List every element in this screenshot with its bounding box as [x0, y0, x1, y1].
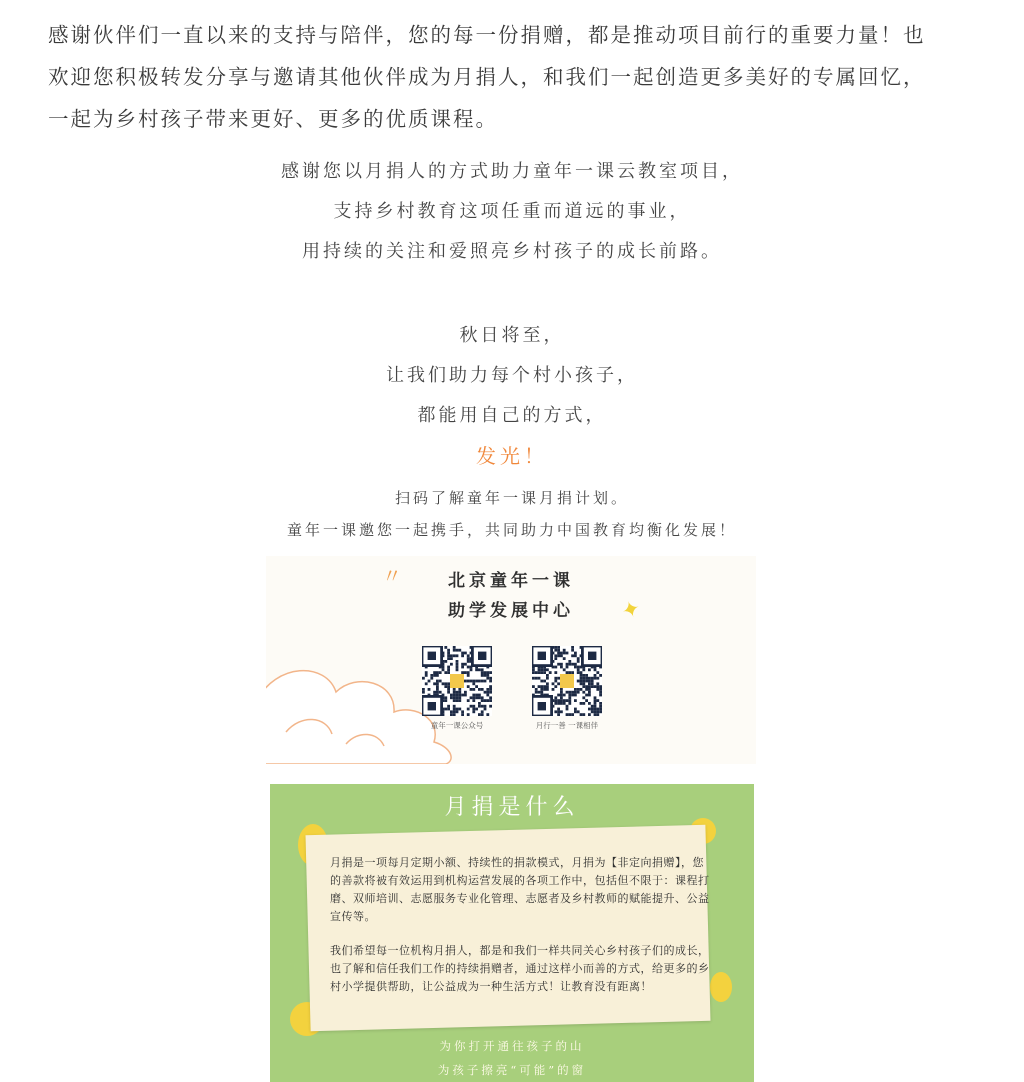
card-footer: [270, 1034, 754, 1082]
autumn-line: 都能用自己的方式，: [417, 405, 607, 426]
intro-paragraph: [48, 14, 978, 140]
qr-card: [266, 556, 756, 764]
autumn-block: [0, 316, 1024, 476]
thanks-line: 支持乡村教育这项任重而道远的事业，: [333, 201, 691, 222]
decor-dot: [710, 972, 732, 1002]
qr-caption: 童年一课公众号: [430, 721, 484, 730]
autumn-line: 让我们助力每个村小孩子，: [386, 365, 638, 386]
qr-code-wechat[interactable]: [422, 646, 492, 716]
squiggle-icon: 〃: [382, 564, 402, 588]
intro-line: 欢迎您积极转发分享与邀请其他伙伴成为月捐人，和我们一起创造更多美好的专属回忆，: [48, 65, 926, 89]
card-paragraph: 月捐是一项每月定期小额、持续性的捐款模式，月捐为【非定向捐赠】，您的善款将被有效运用到机构运营发展的各项工作中，包括但不限于：课程打磨、双师培训、志愿服务专业化管理、志愿者及乡村教师的赋能提升、公益宣传等。: [330, 856, 710, 923]
footer-line: 为你打开通往孩子的山: [439, 1039, 585, 1053]
thanks-line: 用持续的关注和爱照亮乡村孩子的成长前路。: [302, 241, 722, 262]
invite-line: 童年一课邀您一起携手，共同助力中国教育均衡化发展！: [286, 521, 737, 539]
scan-block: [0, 482, 1024, 546]
star-icon: ✦: [618, 595, 644, 626]
thanks-line: 感谢您以月捐人的方式助力童年一课云教室项目，: [281, 161, 743, 182]
qr-caption: 月行一善 一课相伴: [535, 721, 599, 730]
card-paragraph: 我们希望每一位机构月捐人，都是和我们一样共同关心乡村孩子们的成长，也了解和信任我们工作的持续捐赠者，通过这样小而善的方式，给更多的乡村小学提供帮助，让公益成为一种生活方式！让教育没有距离！: [330, 944, 710, 993]
autumn-line: 秋日将至，: [459, 325, 565, 346]
org-title-line: 助学发展中心: [448, 601, 574, 621]
qr-code-monthly[interactable]: [532, 646, 602, 716]
footer-line: 为孩子擦亮“可能”的窗: [437, 1063, 587, 1077]
monthly-donation-card: [270, 784, 754, 1082]
intro-line: 一起为乡村孩子带来更好、更多的优质课程。: [48, 107, 498, 131]
card-body: [330, 854, 710, 1012]
intro-line: 感谢伙伴们一直以来的支持与陪伴，您的每一份捐赠，都是推动项目前行的重要力量！也: [48, 23, 926, 47]
org-title: [266, 566, 756, 626]
shine-highlight: 发光！: [476, 444, 548, 468]
thanks-block: [0, 152, 1024, 272]
card-title: 月捐是什么: [444, 795, 580, 820]
scan-line: 扫码了解童年一课月捐计划。: [394, 489, 629, 507]
org-title-line: 北京童年一课: [448, 571, 574, 591]
